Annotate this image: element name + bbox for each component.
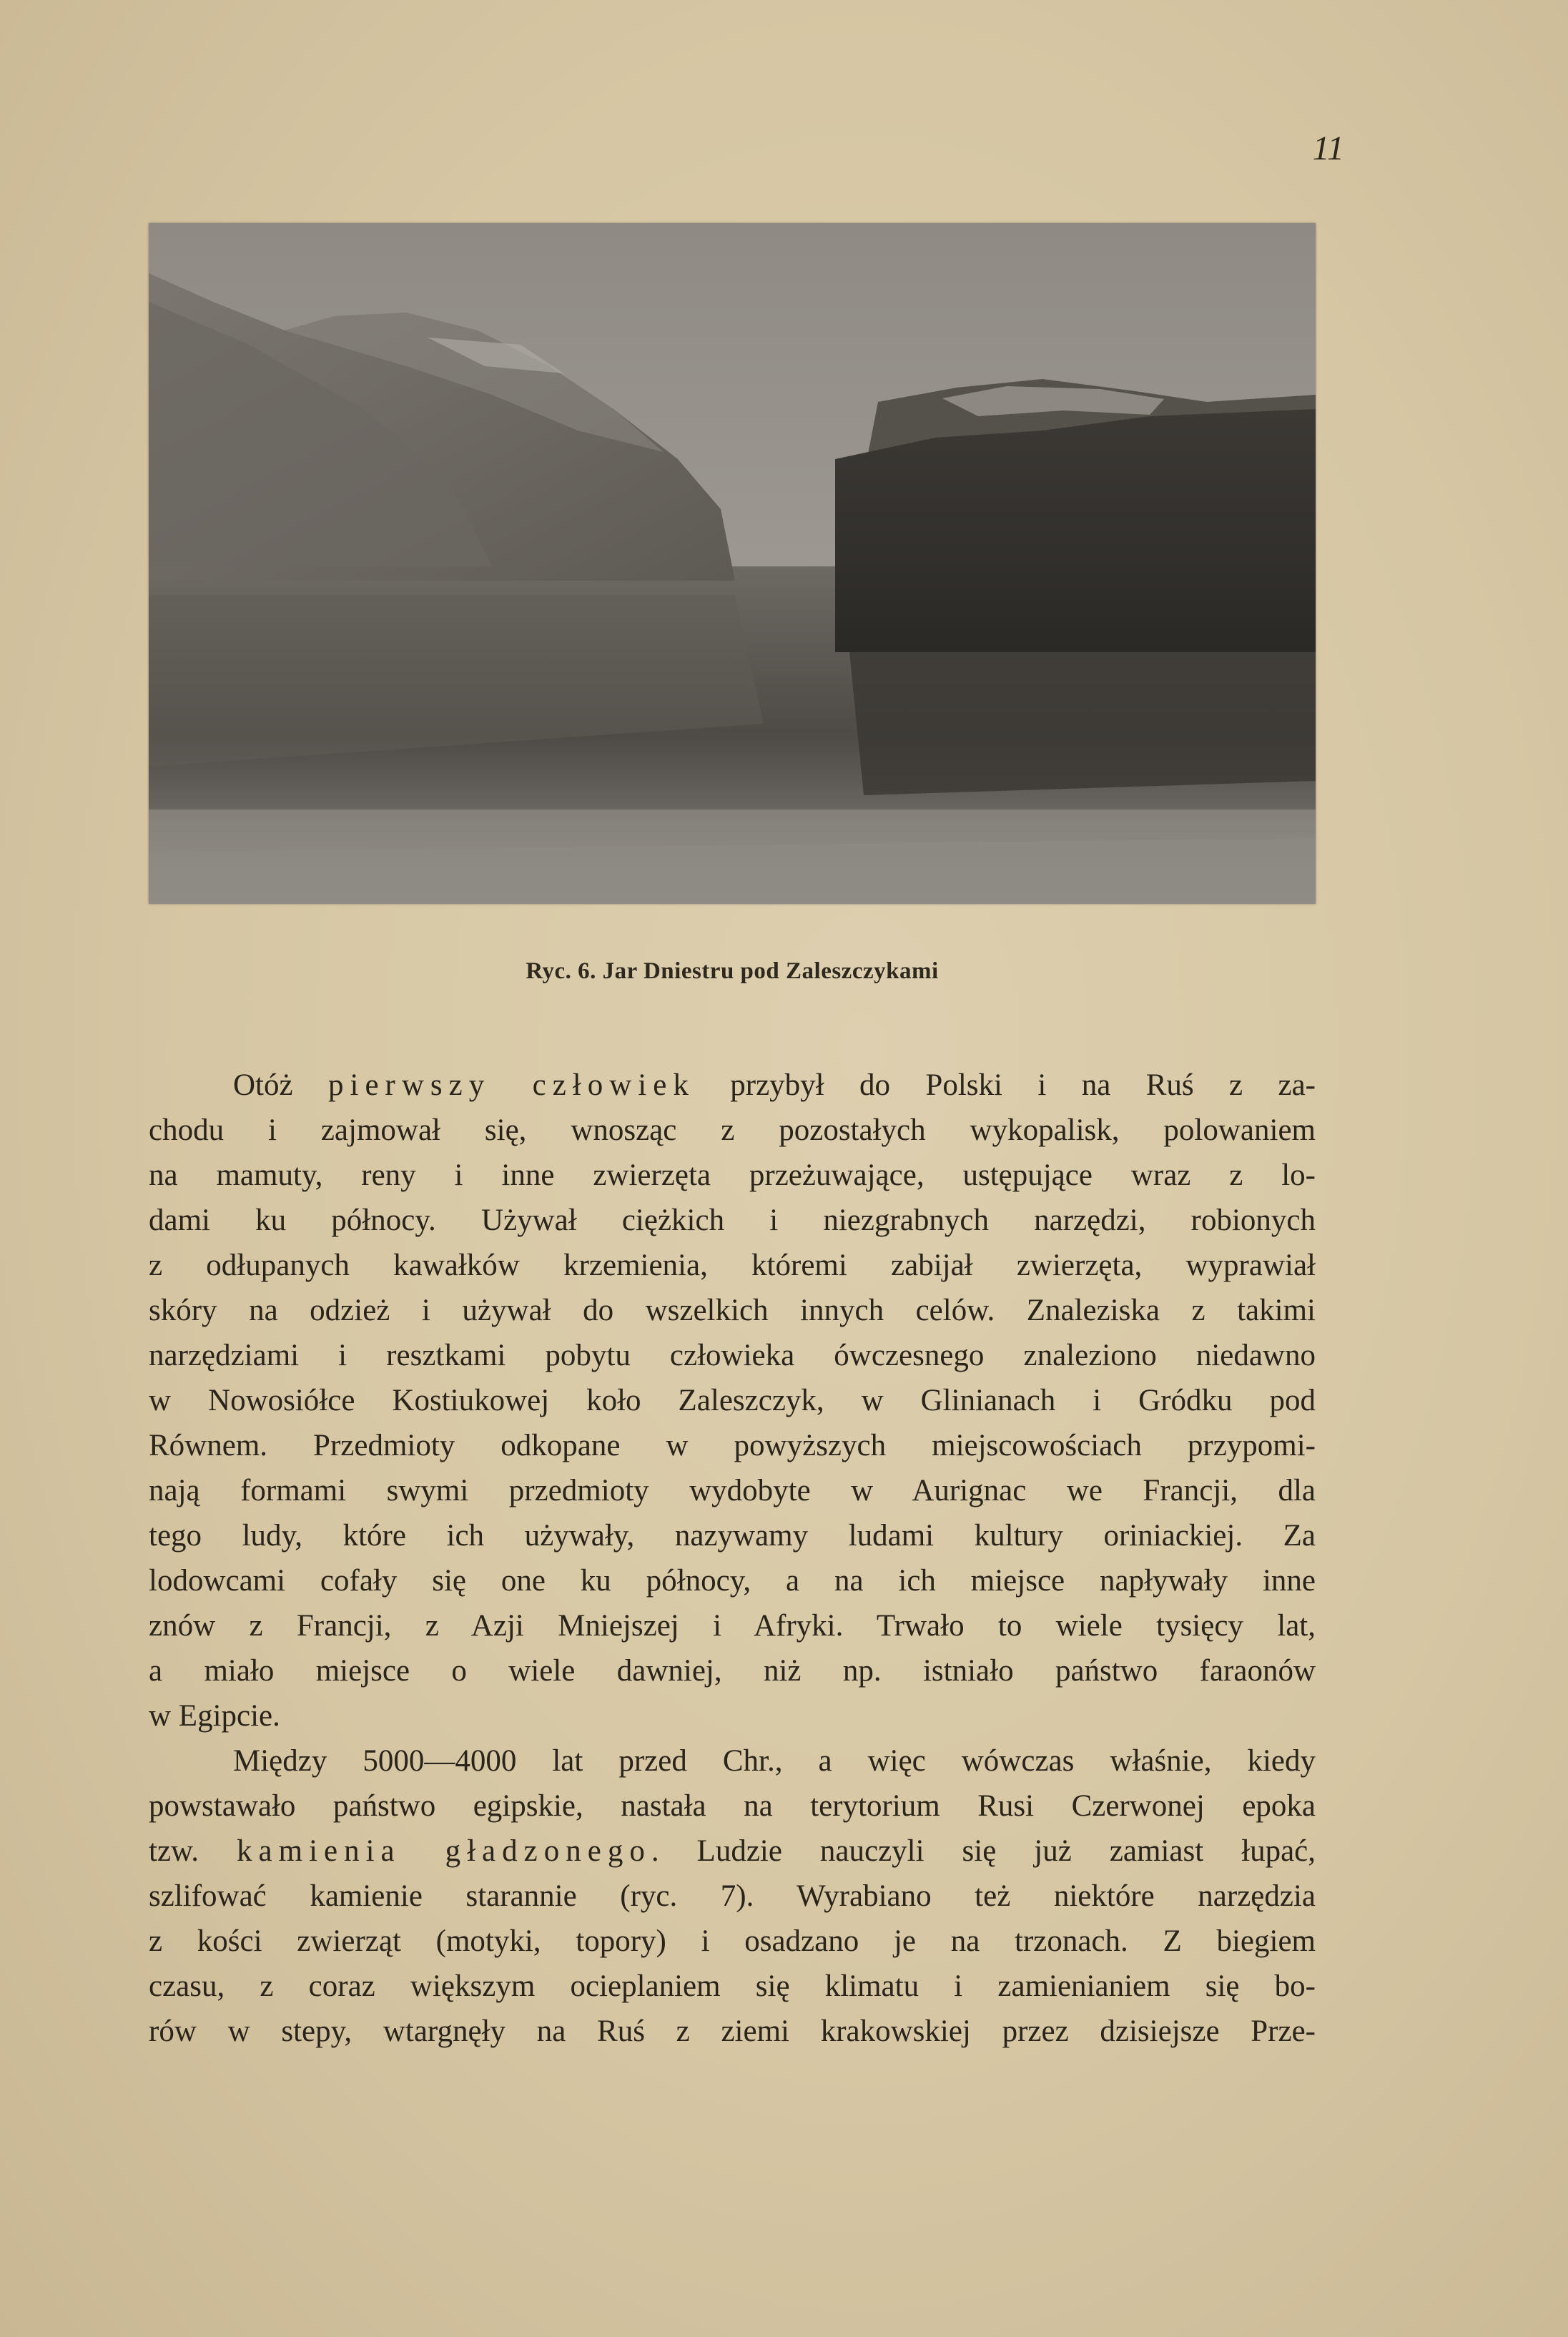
figure-photo-dniester-gorge bbox=[149, 223, 1316, 904]
text-line bbox=[149, 1829, 1316, 1874]
text-line: z kości zwierząt (motyki, topory) i osadzano je na trzonach. Z biegiem bbox=[149, 1924, 1316, 1958]
text-line: a miało miejsce o wiele dawniej, niż np. istniało państwo faraonów bbox=[149, 1654, 1316, 1688]
text-line: rów w stepy, wtargnęły na Ruś z ziemi krakowskiej przez dzisiejsze Prze- bbox=[149, 2014, 1316, 2048]
spaced-emphasis: pierwszy człowiek bbox=[328, 1068, 695, 1102]
spaced-emphasis: kamienia gładzonego bbox=[237, 1834, 651, 1868]
text-line: skóry na odzież i używał do wszelkich innych celów. Znaleziska z takimi bbox=[149, 1294, 1316, 1327]
text-run: tzw. bbox=[149, 1834, 237, 1868]
text-line bbox=[149, 1063, 1316, 1108]
body-text bbox=[149, 1063, 1316, 2054]
text-line: nają formami swymi przedmioty wydobyte w Aurignac we Francji, dla bbox=[149, 1474, 1316, 1507]
text-line: dami ku północy. Używał ciężkich i niezgrabnych narzędzi, robionych bbox=[149, 1204, 1316, 1237]
text-line: lodowcami cofały się one ku północy, a na ich miejsce napływały inne bbox=[149, 1564, 1316, 1598]
text-line: szlifować kamienie starannie (ryc. 7). Wyrabiano też niektóre narzędzia bbox=[149, 1879, 1316, 1913]
text-run: . Ludzie nauczyli się już zamiast łupać, bbox=[651, 1834, 1316, 1868]
page-number: 11 bbox=[1312, 129, 1344, 167]
landscape-photo bbox=[149, 223, 1316, 904]
text-run: Otóż bbox=[233, 1068, 328, 1102]
text-line: chodu i zajmował się, wnosząc z pozostałych wykopalisk, polowaniem bbox=[149, 1113, 1316, 1147]
text-run: przybył do Polski i na Ruś z za- bbox=[694, 1068, 1316, 1102]
text-line: w Nowosiółce Kostiukowej koło Zaleszczyk, w Glinianach i Gródku pod bbox=[149, 1384, 1316, 1417]
text-line: narzędziami i resztkami pobytu człowieka ówczesnego znaleziono niedawno bbox=[149, 1339, 1316, 1372]
text-line: w Egipcie. bbox=[149, 1699, 280, 1733]
figure-caption: Ryc. 6. Jar Dniestru pod Zaleszczykami bbox=[526, 958, 939, 984]
text-line: powstawało państwo egipskie, nastała na terytorium Rusi Czerwonej epoka bbox=[149, 1789, 1316, 1823]
text-line: czasu, z coraz większym ocieplaniem się klimatu i zamienianiem się bo- bbox=[149, 1969, 1316, 2003]
text-line: znów z Francji, z Azji Mniejszej i Afryki. Trwało to wiele tysięcy lat, bbox=[149, 1609, 1316, 1643]
text-line: Między 5000—4000 lat przed Chr., a więc wówczas właśnie, kiedy bbox=[233, 1744, 1316, 1778]
text-line: tego ludy, które ich używały, nazywamy ludami kultury oriniackiej. Za bbox=[149, 1519, 1316, 1553]
text-line: Równem. Przedmioty odkopane w powyższych miejscowościach przypomi- bbox=[149, 1429, 1316, 1462]
text-line: na mamuty, reny i inne zwierzęta przeżuwające, ustępujące wraz z lo- bbox=[149, 1158, 1316, 1192]
text-line: z odłupanych kawałków krzemienia, któremi zabijał zwierzęta, wyprawiał bbox=[149, 1249, 1316, 1282]
